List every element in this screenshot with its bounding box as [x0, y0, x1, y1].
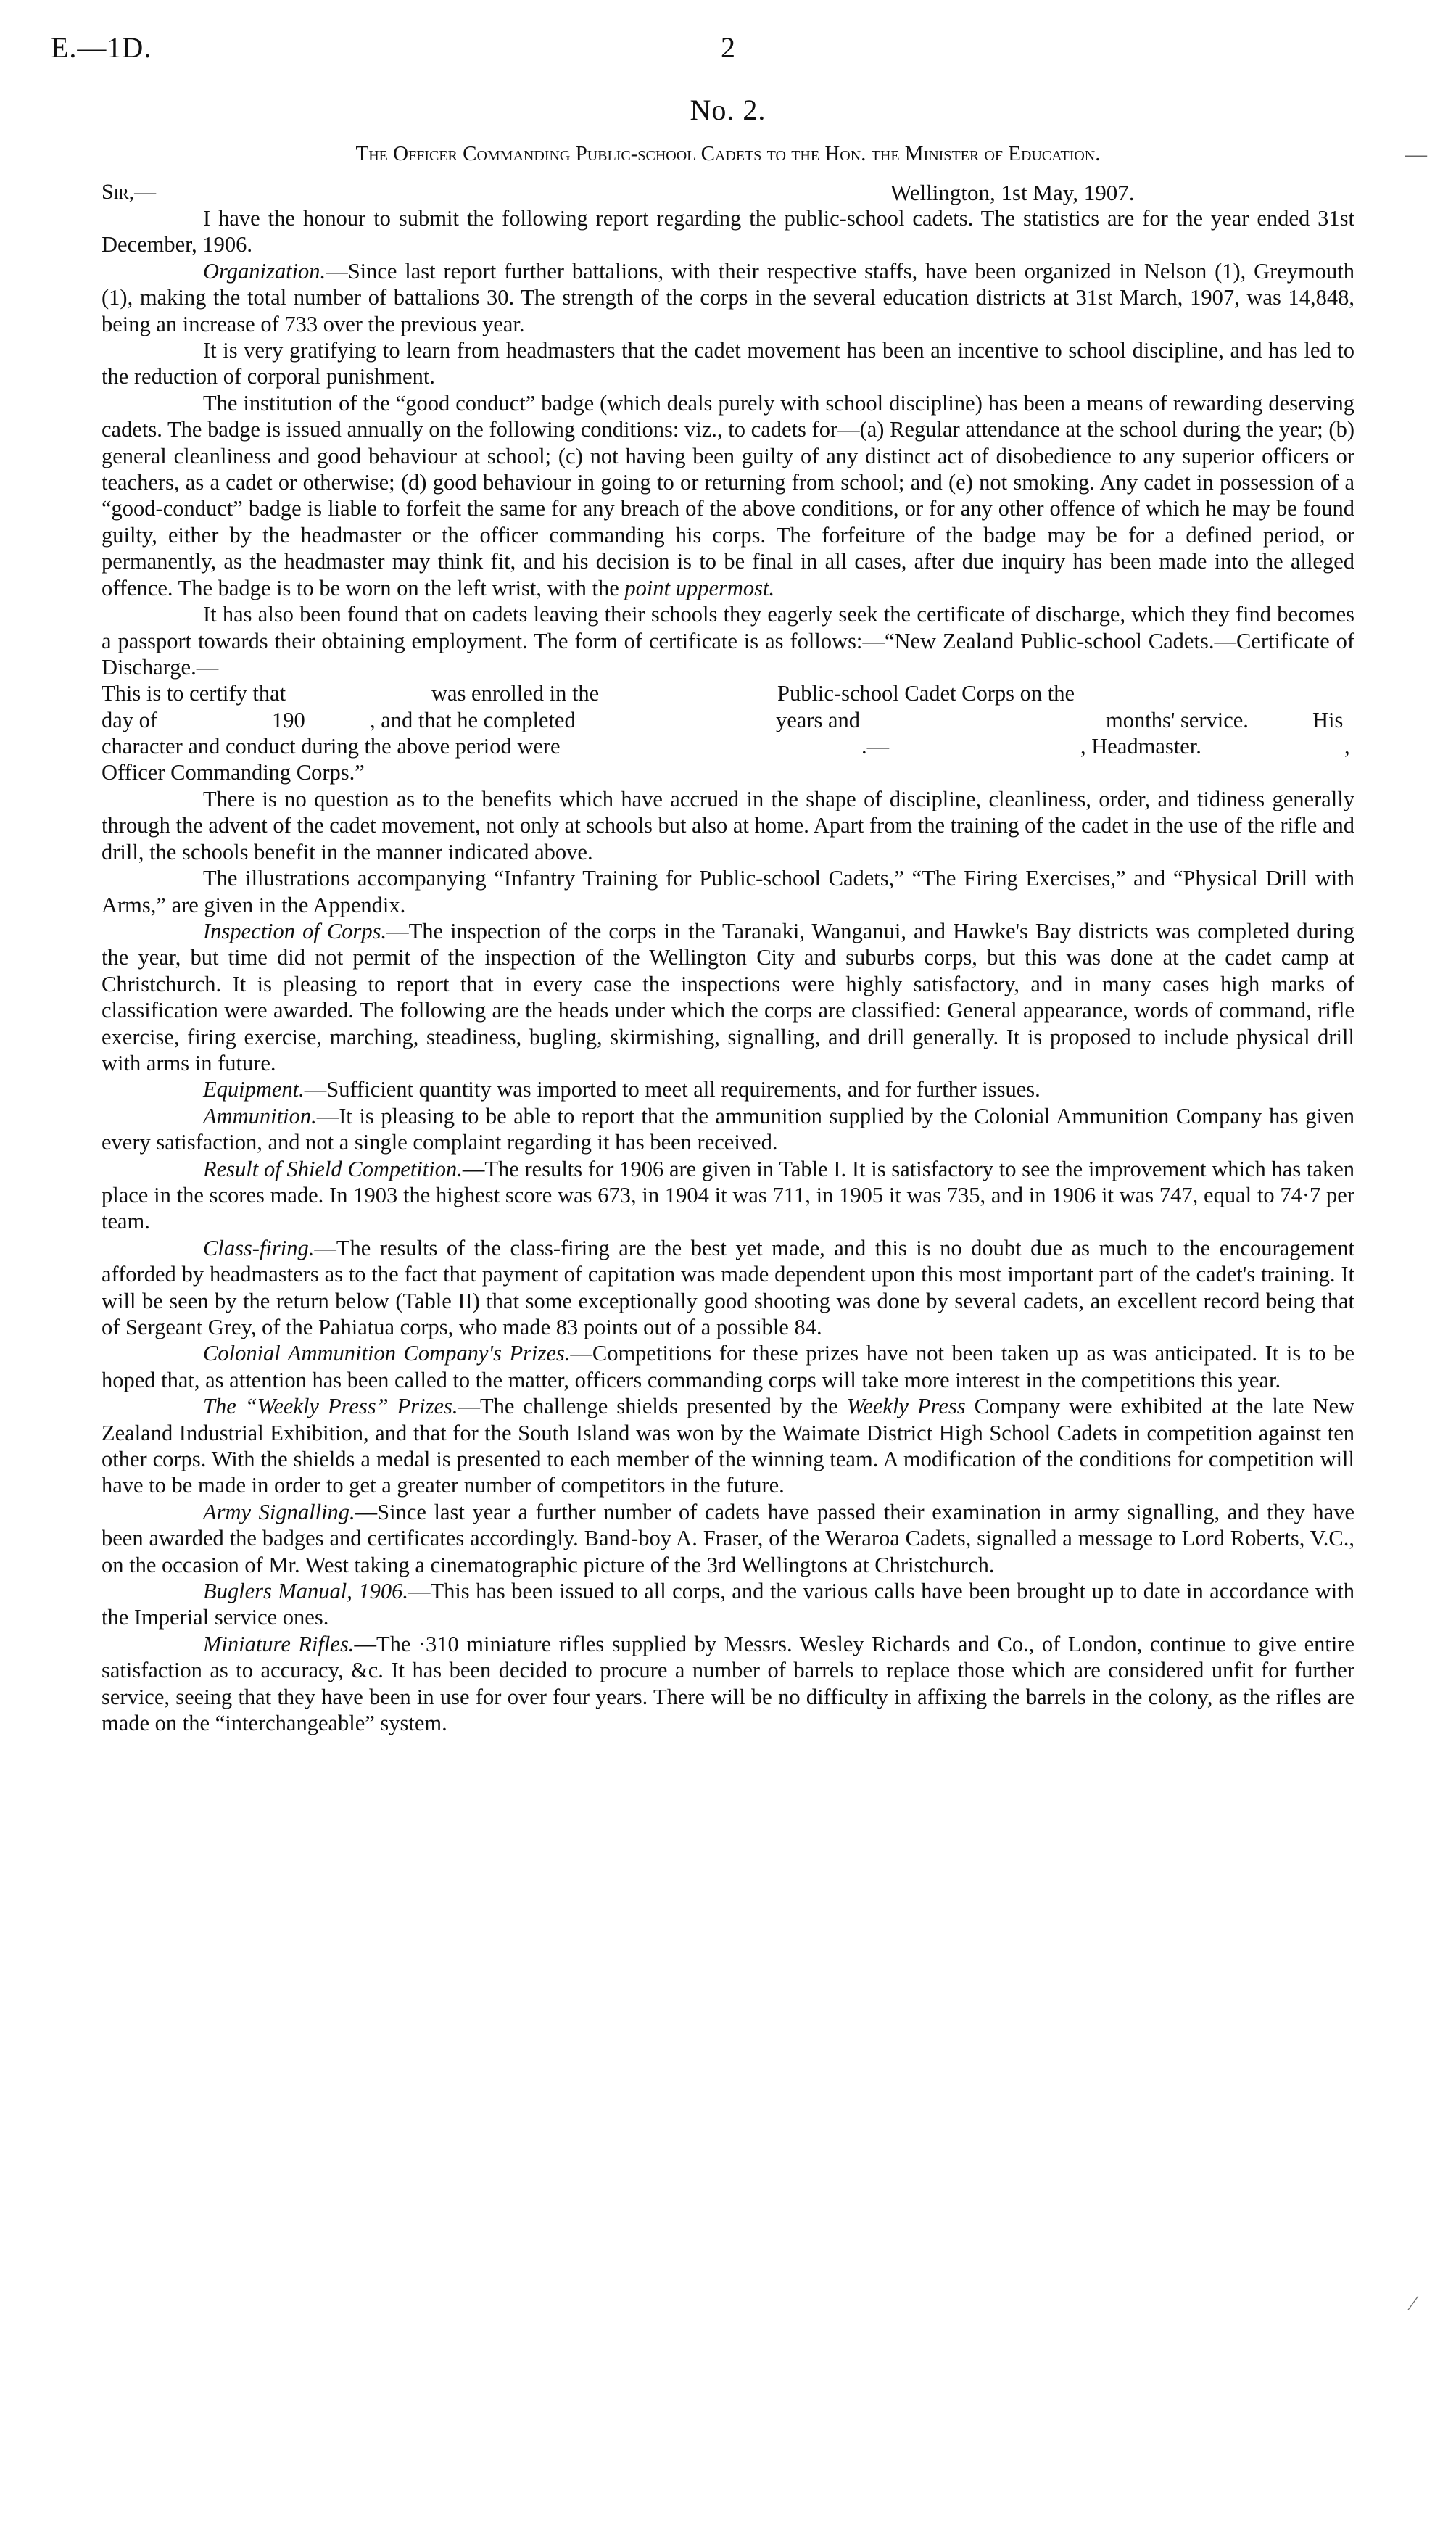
section-title: Ammunition. [203, 1103, 317, 1128]
certificate-line: character and conduct during the above period were .— , Headmaster. , [102, 734, 1350, 759]
inspection-paragraph: Inspection of Corps.—The inspection of the corps in the Taranaki, Wanganui, and Hawke's Bay districts was completed during the year, but time did not permit of the inspection of the Wellington City and suburbs corps, but this was done at the cadet camp at Christchurch. It is pleasing to report that in every case the inspections were highly satisfactory, and in many cases high marks of classification were awarded. The following are the heads under which the corps are classified: General appearance, words of command, rifle exercise, firing exercise, marching, steadiness, bugling, skirmishing, signalling, and drill generally. It is proposed to include physical drill with arms in future. [102, 918, 1355, 1075]
ammunition-paragraph: Ammunition.—It is pleasing to be able to report that the ammunition supplied by the Colonial Ammunition Company has given every satisfaction, and not a single complaint regarding it has been received. [102, 1103, 1354, 1155]
equipment-paragraph: Equipment.—Sufficient quantity was imported to meet all requirements, and for further issues. [203, 1077, 1041, 1102]
shield-competition-paragraph: Result of Shield Competition.—The results for 1906 are given in Table I. It is satisfactory to see the improvement which has taken place in the scores made. In 1903 the highest score was 673, in 1904 it was 711, in 1905 it was 735, and in 1906 it was 747, equal to 74·7 per team. [102, 1156, 1354, 1234]
section-title: Equipment. [203, 1077, 305, 1102]
certificate-line: day of 190 , and that he completed years and months' service. His [102, 707, 1344, 732]
section-title: Result of Shield Competition. [203, 1156, 463, 1181]
signalling-paragraph: Army Signalling.—Since last year a further number of cadets have passed their examination in army signalling, and they have been awarded the badges and certificates accordingly. Band-boy A. Fraser, of the Weraroa Cadets, signalled a message to Lord Roberts, V.C., on the occasion of Mr. West taking a cinematographic picture of the 3rd Wellingtons at Christchurch. [102, 1499, 1354, 1577]
paragraph: The illustrations accompanying “Infantry Training for Public-school Cadets,” “The Firing Exercises,” and “Physical Drill with Arms,” are given in the Appendix. [102, 866, 1354, 917]
section-title: Colonial Ammunition Company's Prizes. [203, 1341, 571, 1366]
organization-paragraph: Organization.—Since last report further battalions, with their respective staffs, have been organized in Nelson (1), Greymouth (1), making the total number of battalions 30. The strength of the corps in the several education districts at 31st March, 1907, was 14,848, being an increase of 733 over the previous year. [102, 258, 1354, 336]
margin-mark: ⁄ [1411, 2292, 1415, 2316]
certificate-line: This is to certify that was enrolled in the Public-school Cadet Corps on the [102, 681, 1075, 706]
class-firing-paragraph: Class-firing.—The results of the class-firing are the best yet made, and this is no doubt due as much to the encouragement afforded by headmasters as to the fact that payment of capitation was made dependent upon this most important part of the cadet's training. It will be seen by the return below (Table II) that some exceptionally good shooting was done by several cadets, an excellent record being that of Sergeant Grey, of the Pahiatua corps, who made 83 points out of a possible 84. [102, 1235, 1354, 1339]
report-body [102, 205, 1354, 1737]
intro-paragraph: I have the honour to submit the following report regarding the public-school cadets. The statistics are for the year ended 31st December, 1906. [102, 206, 1354, 257]
dateline: Wellington, 1st May, 1907. [890, 180, 1135, 205]
section-title: The “Weekly Press” Prizes. [203, 1394, 458, 1419]
salutation: Sir,— [102, 180, 157, 204]
prizes-paragraph: Colonial Ammunition Company's Prizes.—Competitions for these prizes have not been taken up as was anticipated. It is to be hoped that, as attention has been called to the matter, officers commanding corps will take more interest in the competitions this year. [102, 1341, 1354, 1392]
weekly-press-paragraph: The “Weekly Press” Prizes.—The challenge shields presented by the Weekly Press Company were exhibited at the late New Zealand Industrial Exhibition, and that for the South Island was won by the Waimate District High School Cadets in competition against ten other corps. With the shields a medal is presented to each member of the winning team. A modification of the conditions for competition will have to be made in order to get a greater number of competitors in the future. [102, 1394, 1355, 1498]
buglers-paragraph: Buglers Manual, 1906.—This has been issued to all corps, and the various calls have been brought up to date in accordance with the Imperial service ones. [102, 1579, 1355, 1630]
section-title: Organization. [203, 258, 326, 284]
miniature-rifles-paragraph: Miniature Rifles.—The ·310 miniature rifles supplied by Messrs. Wesley Richards and Co., of London, continue to give entire satisfaction as to accuracy, &c. It has been decided to procure a number of barrels to replace those which are considered unfit for further service, seeing that they have been in use for over four years. There will be no difficulty in affixing the barrels in the colony, as the rifles are made on the “interchangeable” system. [102, 1631, 1354, 1736]
paragraph: There is no question as to the benefits which have accrued in the shape of discipline, cleanliness, order, and tidiness generally through the advent of the cadet movement, not only at schools but also at home. Apart from the training of the cadet in the use of the rifle and drill, the schools benefit in the manner indicated above. [102, 786, 1354, 864]
certificate-line: Officer Commanding Corps.” [102, 760, 365, 785]
document-number: No. 2. [690, 94, 766, 126]
report-reference: E.—1D. [51, 31, 152, 64]
section-title: Buglers Manual, 1906. [203, 1579, 408, 1604]
section-title: Army Signalling. [203, 1499, 355, 1524]
section-title: Inspection of Corps. [203, 918, 387, 943]
certificate-paragraph: It has also been found that on cadets leaving their schools they eagerly seek the certificate of discharge, which they find becomes a passport towards their obtaining employment. The form of certificate is as follows:—“New Zealand Public-school Cadets.—Certificate of Discharge.— [102, 602, 1354, 680]
margin-mark: — [1405, 142, 1427, 166]
paragraph: It is very gratifying to learn from headmasters that the cadet movement has been an incentive to school discipline, and has led to the reduction of corporal punishment. [102, 338, 1354, 389]
good-conduct-paragraph: The institution of the “good conduct” badge (which deals purely with school discipline) has been a means of rewarding deserving cadets. The badge is issued annually on the following conditions: viz., to cadets for—(a) Regular attendance at the school during the year; (b) general cleanliness and good behaviour at school; (c) not having been guilty of any distinct act of disobedience to any superior officers or teachers, as a cadet or otherwise; (d) good behaviour in going to or returning from school; and (e) not smoking. Any cadet in possession of a “good-conduct” badge is liable to forfeit the same for any breach of the above conditions, or for any other offence of which he may be found guilty, either by the headmaster or the officer commanding his corps. The forfeiture of the badge may be for a defined period, or permanently, as the headmaster may think fit, and his decision is to be final in all cases, after due inquiry has been made into the alleged offence. The badge is to be worn on the left wrist, with the point uppermost. [102, 390, 1354, 600]
page-number: 2 [721, 31, 735, 64]
running-head [0, 30, 1456, 74]
section-title: Class-firing. [203, 1235, 315, 1260]
section-title: Miniature Rifles. [203, 1631, 355, 1656]
letter-heading: The Officer Commanding Public-school Cadets to the Hon. the Minister of Education. [355, 142, 1101, 165]
